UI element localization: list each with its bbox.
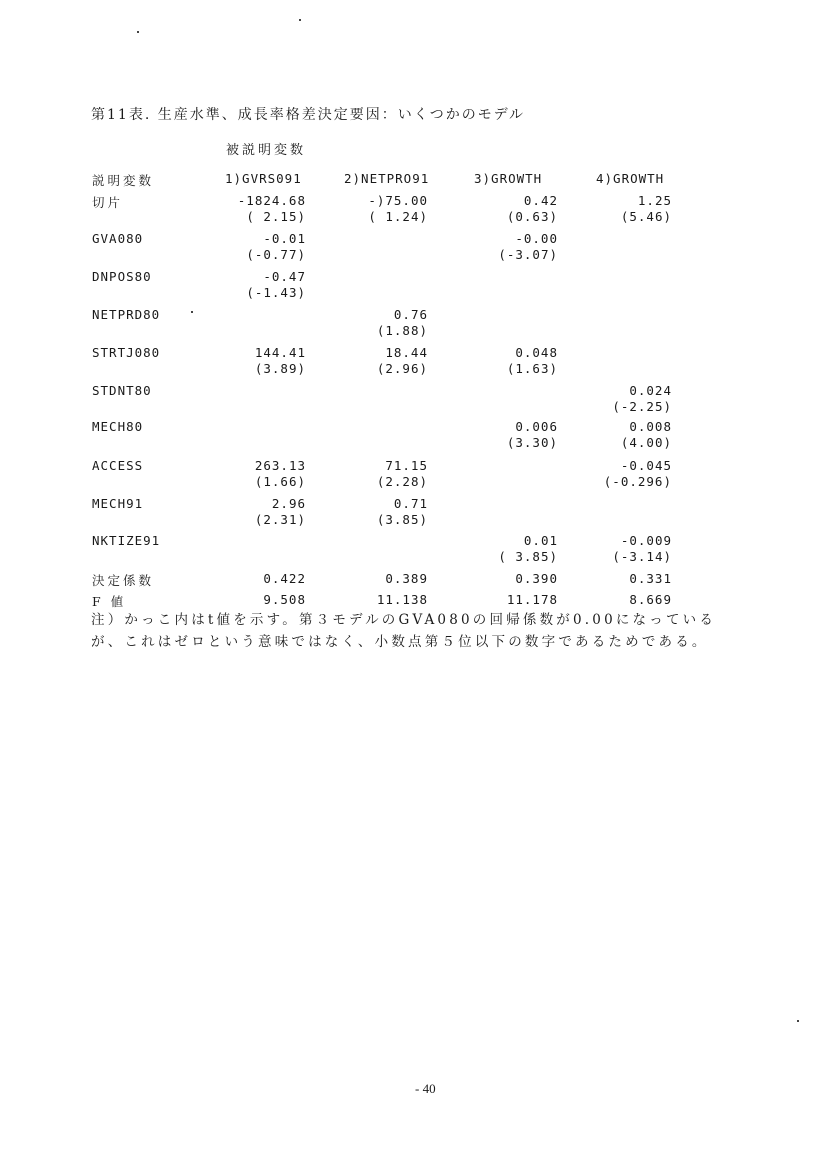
- t-value-cell: (1.66): [254, 474, 306, 489]
- row-label: STDNT80: [92, 383, 152, 398]
- coefficient-cell: 18.44: [385, 345, 428, 360]
- coefficient-cell: -)75.00: [368, 193, 428, 208]
- f-value-cell: 11.138: [376, 592, 428, 607]
- t-value-cell: (-3.07): [498, 247, 558, 262]
- coefficient-cell: -0.01: [263, 231, 306, 246]
- coefficient-cell: 0.024: [629, 383, 672, 398]
- table-title: 第11表. 生産水準、成長率格差決定要因：いくつかのモデル: [91, 107, 526, 123]
- t-value-cell: (2.28): [376, 474, 428, 489]
- t-value-cell: ( 1.24): [368, 209, 428, 224]
- column-header-2: 2)NETPRO91: [344, 171, 430, 186]
- row-label: NETPRD80: [92, 307, 161, 322]
- row-label: NKTIZE91: [92, 533, 161, 548]
- t-value-cell: (4.00): [620, 435, 672, 450]
- t-value-cell: (2.31): [254, 512, 306, 527]
- t-value-cell: (-0.296): [603, 474, 672, 489]
- row-label: DNPOS80: [92, 269, 152, 284]
- coefficient-cell: -1824.68: [237, 193, 306, 208]
- row-label: MECH91: [92, 496, 144, 511]
- coefficient-cell: 0.048: [515, 345, 558, 360]
- coefficient-cell: 1.25: [637, 193, 672, 208]
- row-label: STRTJ080: [92, 345, 161, 360]
- coefficient-cell: -0.00: [515, 231, 558, 246]
- row-label: GVA080: [92, 231, 144, 246]
- column-header-1: 1)GVRS091: [225, 171, 302, 186]
- column-header-4: 4)GROWTH: [596, 171, 665, 186]
- coefficient-cell: 0.71: [393, 496, 428, 511]
- t-value-cell: (-1.43): [246, 285, 306, 300]
- coefficient-cell: 0.76: [393, 307, 428, 322]
- scan-speck: [797, 1020, 799, 1022]
- page-number: - 40: [415, 1081, 436, 1096]
- coefficient-cell: 0.42: [523, 193, 558, 208]
- t-value-cell: (5.46): [620, 209, 672, 224]
- summary-row-f-label: F 値: [92, 594, 127, 609]
- explanatory-variable-label: 説明変数: [92, 173, 155, 188]
- t-value-cell: (1.88): [376, 323, 428, 338]
- row-label: 切片: [92, 195, 124, 210]
- coefficient-cell: 2.96: [271, 496, 306, 511]
- footnote-line-1: 注）かっこ内はt値を示す。第３モデルのGVA080の回帰係数が0.00になっている: [91, 612, 717, 628]
- f-value-cell: 9.508: [263, 592, 306, 607]
- t-value-cell: (2.96): [376, 361, 428, 376]
- r-squared-cell: 0.331: [629, 571, 672, 586]
- coefficient-cell: 144.41: [254, 345, 306, 360]
- f-value-cell: 11.178: [506, 592, 558, 607]
- t-value-cell: ( 2.15): [246, 209, 306, 224]
- coefficient-cell: -0.009: [620, 533, 672, 548]
- t-value-cell: (1.63): [506, 361, 558, 376]
- t-value-cell: (3.85): [376, 512, 428, 527]
- summary-row-r2-label: 決定係数: [92, 573, 155, 588]
- f-value-cell: 8.669: [629, 592, 672, 607]
- row-label: MECH80: [92, 419, 144, 434]
- t-value-cell: (0.63): [506, 209, 558, 224]
- t-value-cell: (-3.14): [612, 549, 672, 564]
- t-value-cell: (3.30): [506, 435, 558, 450]
- r-squared-cell: 0.389: [385, 571, 428, 586]
- t-value-cell: ( 3.85): [498, 549, 558, 564]
- t-value-cell: (-2.25): [612, 399, 672, 414]
- coefficient-cell: 0.006: [515, 419, 558, 434]
- column-header-3: 3)GROWTH: [474, 171, 543, 186]
- coefficient-cell: 263.13: [254, 458, 306, 473]
- footnote-line-2: が、これはゼロという意味ではなく、小数点第５位以下の数字であるためである。: [91, 634, 709, 650]
- t-value-cell: (-0.77): [246, 247, 306, 262]
- row-label: ACCESS: [92, 458, 144, 473]
- coefficient-cell: 0.01: [523, 533, 558, 548]
- t-value-cell: (3.89): [254, 361, 306, 376]
- coefficient-cell: 0.008: [629, 419, 672, 434]
- coefficient-cell: 71.15: [385, 458, 428, 473]
- coefficient-cell: -0.47: [263, 269, 306, 284]
- scan-speck: [191, 311, 193, 313]
- r-squared-cell: 0.422: [263, 571, 306, 586]
- dependent-variable-label: 被説明変数: [226, 143, 307, 158]
- scan-speck: [299, 19, 301, 21]
- r-squared-cell: 0.390: [515, 571, 558, 586]
- coefficient-cell: -0.045: [620, 458, 672, 473]
- scan-speck: [137, 31, 139, 33]
